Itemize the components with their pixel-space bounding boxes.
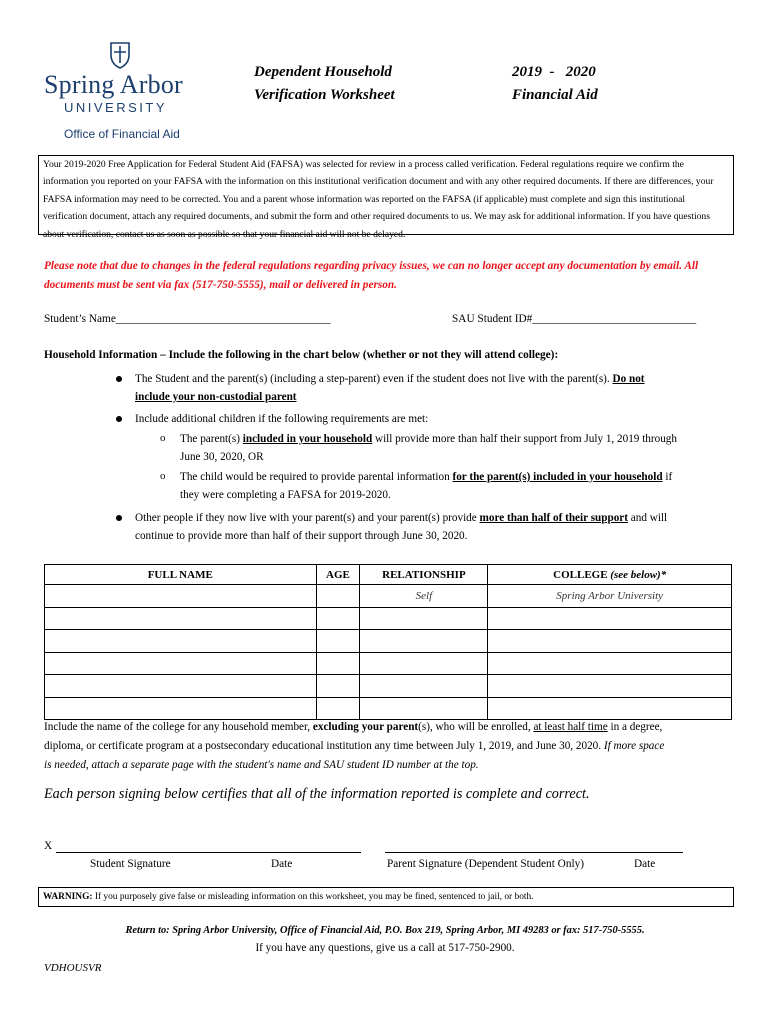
certification-statement: Each person signing below certifies that all of the information reported is complete and correct. (44, 786, 590, 802)
age-cell[interactable] (316, 652, 360, 675)
table-row (45, 630, 732, 653)
student-signature-label: Student Signature (90, 858, 171, 870)
college-cell[interactable] (488, 697, 732, 720)
student-name-field[interactable]: Student’s Name______________________________________ (44, 313, 331, 325)
household-heading: Household Information – Include the following in the chart below (whether or not they will attend college): (44, 349, 559, 361)
relationship-cell[interactable] (360, 607, 488, 630)
department: Financial Aid (512, 87, 598, 103)
aid-year (512, 61, 598, 107)
logo-name: Spring Arbor (44, 70, 183, 99)
circle-bullet-icon: o (160, 432, 166, 444)
age-cell[interactable] (316, 607, 360, 630)
age-cell[interactable] (316, 585, 360, 608)
year-range: 2019 - 2020 (512, 64, 596, 80)
name-cell[interactable] (45, 585, 317, 608)
college-cell[interactable] (488, 607, 732, 630)
col-relationship: RELATIONSHIP (360, 565, 488, 585)
college-cell[interactable] (488, 652, 732, 675)
college-note: Include the name of the college for any household member, excluding your parent(s), who will be enrolled, at least half time in a degree, diploma, or certificate program at a postsecondary educational institution any time between July 1, 2019, and June 30, 2020. If more space is needed, attach a separate page with the student's name and SAU student ID number at the top. (44, 721, 665, 771)
name-cell[interactable] (45, 652, 317, 675)
table-row (45, 697, 732, 720)
bullet-icon (116, 515, 122, 521)
university-crest-icon (109, 41, 131, 69)
parent-signature-line[interactable] (385, 852, 683, 853)
student-id-field[interactable]: SAU Student ID#_____________________________ (452, 313, 697, 325)
circle-bullet-icon: o (160, 470, 166, 482)
col-full-name: FULL NAME (45, 565, 317, 585)
student-signature-line[interactable] (56, 852, 361, 853)
table-row (45, 585, 732, 608)
parent-signature-label: Parent Signature (Dependent Student Only) (387, 858, 585, 870)
title-line-1: Dependent Household (254, 64, 392, 80)
bullet-icon (116, 376, 122, 382)
signature-x: X (44, 840, 53, 852)
bullet-3: Other people if they now live with your parent(s) and your parent(s) provide more than half of their support and will continue to provide more than half of their support through June 30, 2020. (135, 512, 668, 542)
bullet-1: The Student and the parent(s) (including a step-parent) even if the student does not live with the parent(s). Do not include your non-custodial parent (135, 373, 645, 403)
relationship-cell[interactable] (360, 652, 488, 675)
form-title (254, 61, 395, 107)
sub-bullet-2: The child would be required to provide parental information for the parent(s) included in your household if they were completing a FAFSA for 2019-2020. (180, 471, 673, 501)
college-cell[interactable]: Spring Arbor University (488, 585, 732, 608)
bullet-2: Include additional children if the following requirements are met: (135, 413, 429, 425)
college-cell[interactable] (488, 675, 732, 698)
relationship-cell[interactable]: Self (360, 585, 488, 608)
verification-notice: Your 2019-2020 Free Application for Federal Student Aid (FAFSA) was selected for review in a process called verification. Federal regulations require we confirm the information you reported on your FAFSA with the information on this institutional verification document and with any other required documents. If there are differences, your FAFSA information may need to be corrected. You and a parent whose information was reported on the FAFSA (if applicable) must complete and sign this institutional verification document, attach any required documents, and submit the form and other required documents to us. We may ask for additional information. If you have questions about verification, contact us as soon as possible so that your financial aid will not be delayed. (38, 155, 734, 235)
privacy-notice: Please note that due to changes in the federal regulations regarding privacy issues, we can no longer accept any documentation by email. All documents must be sent via fax (517-750-5555), mail or delivered in person. (44, 260, 699, 291)
table-header-row (45, 565, 732, 585)
warning-box: WARNING: If you purposely give false or misleading information on this worksheet, you may be fined, sentenced to jail, or both. (38, 887, 734, 907)
sub-bullet-1: The parent(s) included in your household will provide more than half their support from July 1, 2019 through June 30, 2020, OR (180, 433, 677, 463)
age-cell[interactable] (316, 697, 360, 720)
relationship-cell[interactable] (360, 697, 488, 720)
college-cell[interactable] (488, 630, 732, 653)
col-college: COLLEGE (see below)* (488, 565, 732, 585)
title-line-2: Verification Worksheet (254, 87, 395, 103)
student-date-label: Date (271, 858, 293, 870)
logo-university: UNIVERSITY (64, 100, 168, 115)
relationship-cell[interactable] (360, 675, 488, 698)
table-row (45, 652, 732, 675)
age-cell[interactable] (316, 675, 360, 698)
name-cell[interactable] (45, 675, 317, 698)
contact-line: If you have any questions, give us a call at 517-750-2900. (255, 942, 515, 954)
return-address: Return to: Spring Arbor University, Office of Financial Aid, P.O. Box 219, Spring Arbor, MI 49283 or fax: 517-750-5555. (125, 925, 645, 936)
name-cell[interactable] (45, 630, 317, 653)
relationship-cell[interactable] (360, 630, 488, 653)
table-row (45, 675, 732, 698)
name-cell[interactable] (45, 607, 317, 630)
office-label: Office of Financial Aid (64, 127, 180, 141)
parent-date-label: Date (634, 858, 656, 870)
form-code: VDHOUSVR (44, 962, 102, 974)
household-table (44, 564, 732, 720)
name-cell[interactable] (45, 697, 317, 720)
table-row (45, 607, 732, 630)
bullet-icon (116, 416, 122, 422)
col-age: AGE (316, 565, 360, 585)
age-cell[interactable] (316, 630, 360, 653)
